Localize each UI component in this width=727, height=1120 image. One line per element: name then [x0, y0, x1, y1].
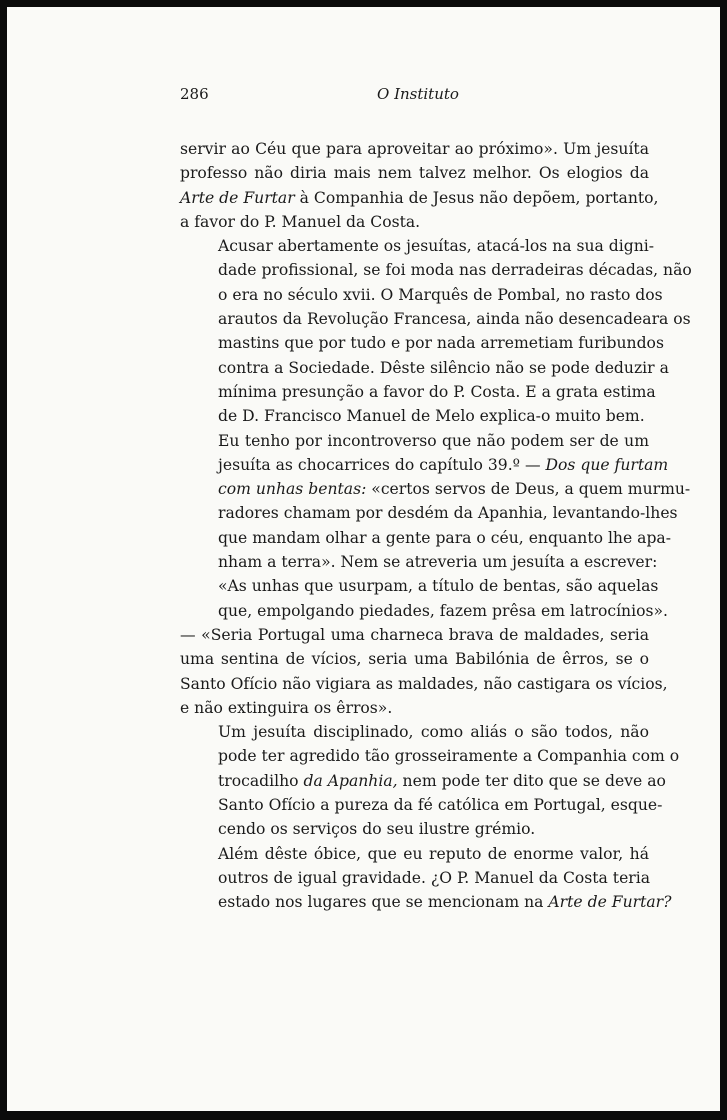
- text-line: [180, 793, 663, 817]
- text-line: [180, 307, 691, 331]
- text-segment: servir ao Céu que para aproveitar ao próximo». Um jesuíta: [180, 140, 649, 158]
- paragraph: [180, 234, 692, 428]
- italic-text: Arte de Furtar?: [548, 893, 672, 912]
- text-segment: mastins que por tudo e por nada arremetiam furibundos: [218, 334, 664, 353]
- text-line: [180, 866, 649, 890]
- text-segment: uma sentina de vícios, seria uma Babilónia de êrros, se o: [180, 650, 649, 669]
- text-segment: «As unhas que usurpam, a título de bentas, são aquelas: [218, 577, 659, 596]
- text-line: [180, 429, 649, 453]
- text-segment: pode ter agredido tão grosseiramente a Companhia com o: [218, 747, 680, 766]
- text-line: [180, 501, 678, 525]
- text-line: [180, 696, 649, 720]
- text-segment: à Companhia de Jesus não depõem, portanto,: [294, 188, 659, 207]
- page-number: 286: [180, 85, 209, 103]
- text-line: [180, 137, 649, 161]
- text-segment: Santo Ofício a pureza da fé católica em Portugal, esque-: [218, 796, 663, 815]
- text-segment: «certos servos de Deus, a quem murmu-: [366, 480, 691, 499]
- paragraph: [180, 137, 659, 234]
- text-segment: arautos da Revolução Francesa, ainda não desencadeara os: [218, 310, 691, 329]
- text-segment: Além dêste óbice, que eu reputo de enorme valor, há: [218, 844, 649, 863]
- text-line: [180, 356, 669, 380]
- text-line: [180, 550, 658, 574]
- text-segment: Um jesuíta disciplinado, como aliás o são todos, não: [218, 723, 649, 742]
- text-segment: Acusar abertamente os jesuítas, atacá-los na sua digni-: [218, 237, 655, 256]
- text-segment: contra a Sociedade. Dêste silêncio não se pode deduzir a: [218, 358, 669, 377]
- text-segment: estado nos lugares que se mencionam na: [218, 893, 549, 912]
- text-segment: dade profissional, se foi moda nas derradeiras décadas, não: [218, 261, 692, 280]
- text-line: [180, 744, 680, 768]
- running-header: [180, 85, 649, 109]
- text-line: [180, 186, 659, 210]
- text-segment: jesuíta as chocarrices do capítulo 39.º —: [218, 455, 546, 474]
- text-line: [180, 161, 649, 185]
- text-segment: outros de igual gravidade. ¿O P. Manuel da Costa teria: [218, 868, 651, 887]
- text-line: [180, 842, 649, 866]
- text-segment: trocadilho: [218, 771, 304, 790]
- text-segment: radores chamam por desdém da Apanhia, levantando-lhes: [218, 504, 678, 523]
- text-line: [180, 647, 649, 671]
- text-line: [180, 210, 649, 234]
- text-segment: que, empolgando piedades, fazem prêsa em latrocínios».: [218, 601, 668, 620]
- text-line: [180, 769, 666, 793]
- text-segment: e não extinguira os êrros».: [180, 698, 393, 717]
- text-segment: Santo Ofício não vigiara as maldades, não castigara os vícios,: [180, 674, 668, 693]
- text-line: [180, 331, 664, 355]
- book-page: [180, 85, 692, 915]
- text-segment: cendo os serviços do seu ilustre grémio.: [218, 820, 536, 839]
- text-line: [180, 623, 649, 647]
- text-line: [180, 890, 672, 914]
- text-line: [180, 453, 669, 477]
- italic-text: com unhas bentas:: [218, 480, 367, 499]
- paragraph: [180, 623, 668, 720]
- text-segment: nem pode ter dito que se deve ao: [397, 771, 666, 790]
- paragraph: [180, 842, 672, 915]
- text-segment: mínima presunção a favor do P. Costa. E a grata estima: [218, 382, 656, 401]
- text-segment: a favor do P. Manuel da Costa.: [180, 212, 421, 231]
- text-line: [180, 574, 659, 598]
- text-segment: que mandam olhar a gente para o céu, enquanto lhe apa-: [218, 528, 672, 547]
- text-segment: nham a terra». Nem se atreveria um jesuíta a escrever:: [218, 553, 658, 572]
- paragraph: [180, 720, 680, 841]
- running-title: O Instituto: [377, 85, 459, 103]
- text-line: [180, 720, 649, 744]
- text-line: [180, 234, 655, 258]
- text-line: [180, 477, 691, 501]
- italic-text: da Apanhia,: [303, 771, 398, 790]
- text-line: [180, 672, 668, 696]
- text-segment: de D. Francisco Manuel de Melo explica-o muito bem.: [218, 407, 645, 426]
- text-line: [180, 258, 692, 282]
- text-line: [180, 404, 649, 428]
- text-segment: o era no século xvii. O Marquês de Pombal, no rasto dos: [218, 285, 663, 304]
- paragraph: [180, 429, 691, 623]
- italic-text: Dos que furtam: [545, 455, 669, 474]
- text-line: [180, 526, 672, 550]
- text-line: [180, 817, 649, 841]
- body-text: [180, 137, 692, 915]
- text-segment: — «Seria Portugal uma charneca brava de maldades, seria: [180, 625, 649, 644]
- text-line: [180, 599, 668, 623]
- text-line: [180, 283, 663, 307]
- text-segment: Eu tenho por incontroverso que não podem ser de um: [218, 431, 649, 450]
- text-segment: professo não diria mais nem talvez melhor. Os elogios da: [180, 164, 649, 183]
- text-line: [180, 380, 656, 404]
- italic-text: Arte de Furtar: [180, 188, 295, 207]
